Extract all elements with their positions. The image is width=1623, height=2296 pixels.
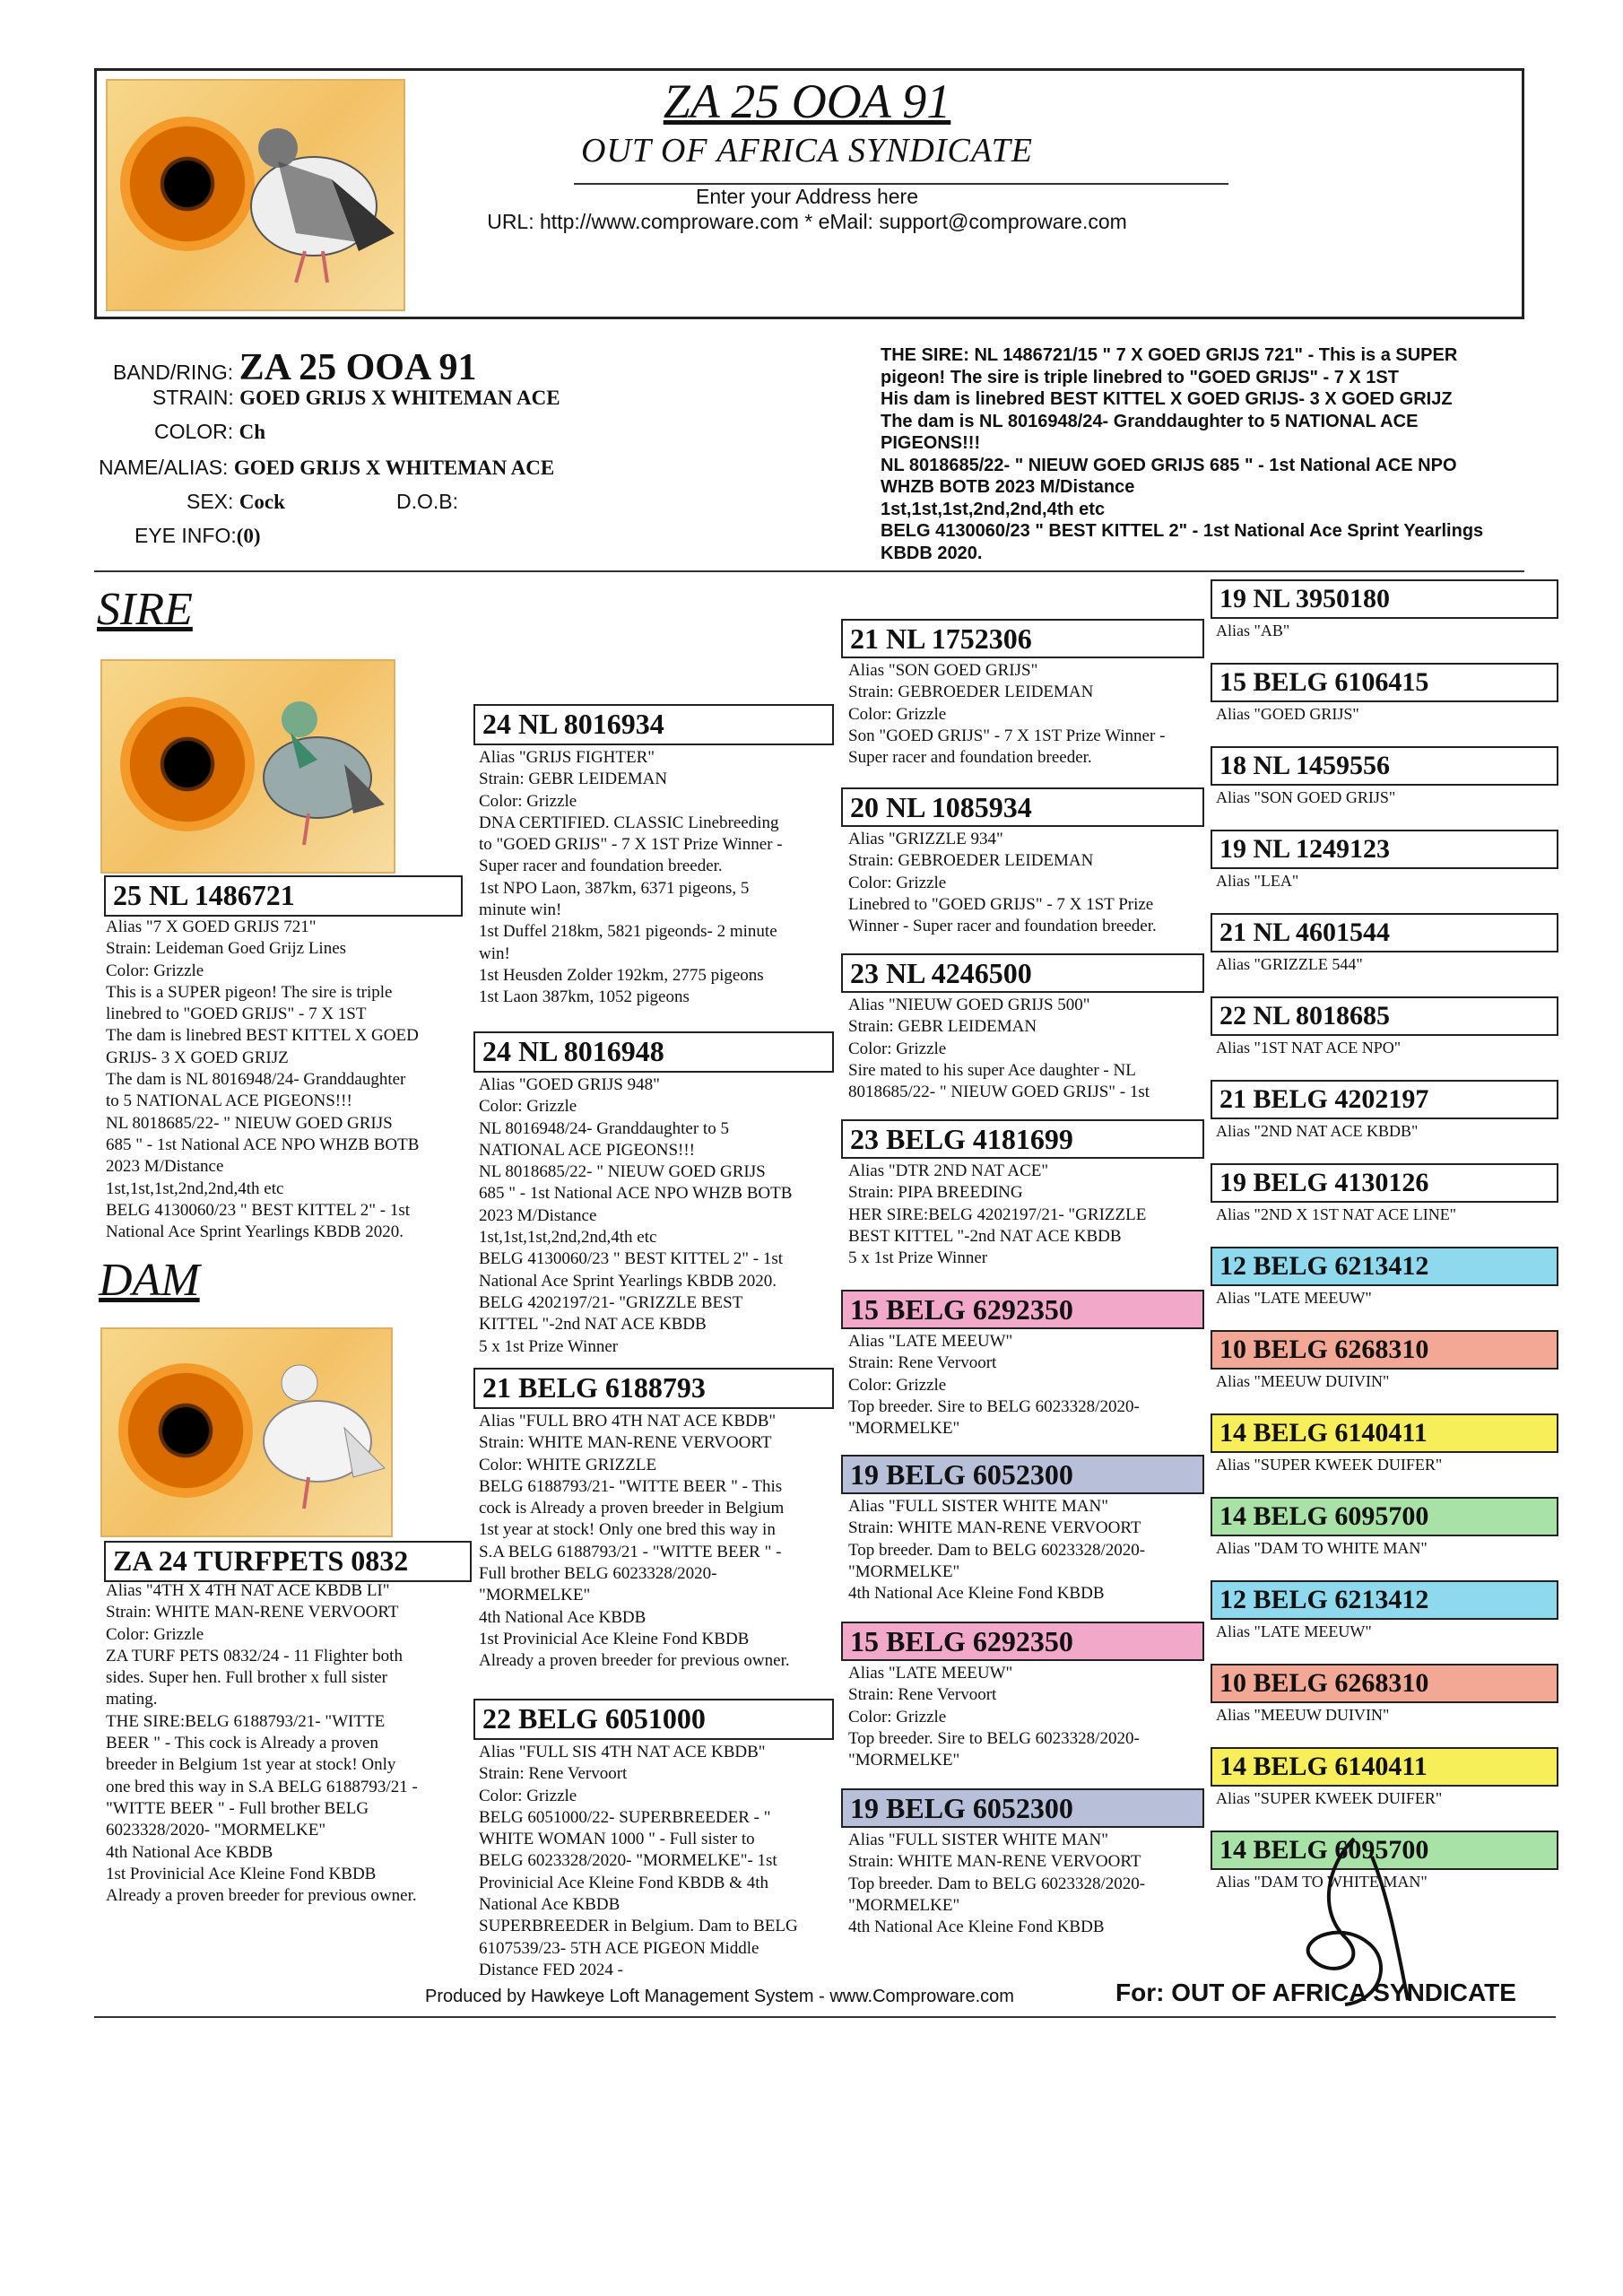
detail-line: Color: Grizzle [479, 1097, 577, 1117]
detail-line: 5 x 1st Prize Winner [479, 1336, 619, 1356]
detail-line: Strain: GEBROEDER LEIDEMAN [848, 851, 1094, 871]
detail-line: mating. [106, 1690, 158, 1709]
dam-details [106, 1580, 482, 1907]
detail-line: Full brother BELG 6023328/2020- [479, 1564, 717, 1584]
gen3-details [848, 1331, 1211, 1439]
dam-band: ZA 24 TURFPETS 0832 [104, 1541, 472, 1582]
gen4-band: 21 BELG 4202197 [1211, 1080, 1558, 1119]
detail-line: National Ace Sprint Yearlings KBDB 2020. [479, 1271, 777, 1291]
gen4-band: 18 NL 1459556 [1211, 746, 1558, 786]
gen4-band: 12 BELG 6213412 [1211, 1580, 1558, 1620]
detail-line: Son "GOED GRIJS" - 7 X 1ST Prize Winner - [848, 726, 1166, 745]
detail-line: Distance FED 2024 - [479, 1960, 623, 1979]
detail-line: Top breeder. Dam to BELG 6023328/2020- [848, 1540, 1146, 1560]
detail-line: Color: Grizzle [106, 961, 204, 980]
gen3-details [848, 829, 1211, 937]
detail-line: "MORMELKE" [848, 1419, 960, 1439]
gen2-band: 22 BELG 6051000 [473, 1699, 834, 1740]
detail-line: "MORMELKE" [848, 1561, 960, 1581]
detail-line: Alias "4TH X 4TH NAT ACE KBDB LI" [106, 1581, 390, 1600]
dam-pigeon-icon [237, 1343, 389, 1522]
band-value: ZA 25 OOA 91 [239, 347, 477, 388]
gen3-band: 21 NL 1752306 [841, 619, 1204, 658]
detail-line: to 5 NATIONAL ACE PIGEONS!!! [106, 1091, 352, 1111]
gen3-details [848, 1496, 1211, 1605]
detail-line: 1st NPO Laon, 387km, 6371 pigeons, 5 [479, 878, 750, 898]
detail-line: Alias "GRIJS FIGHTER" [479, 748, 655, 767]
gen3-band: 23 BELG 4181699 [841, 1119, 1204, 1159]
gen4-band: 19 NL 1249123 [1211, 830, 1558, 869]
color-row [154, 420, 265, 444]
detail-line: "MORMELKE" [479, 1586, 591, 1605]
gen3-details [848, 660, 1211, 769]
gen4-alias: Alias "GRIZZLE 544" [1216, 955, 1363, 973]
detail-line: minute win! [479, 900, 562, 920]
detail-line: 1st Provinicial Ace Kleine Fond KBDB [479, 1629, 750, 1648]
detail-line: cock is Already a proven breeder in Belgium [479, 1499, 785, 1518]
gen3-band: 15 BELG 6292350 [841, 1290, 1204, 1329]
detail-line: This is a SUPER pigeon! The sire is triple [106, 982, 393, 1002]
detail-line: The dam is linebred BEST KITTEL X GOED [106, 1026, 419, 1046]
gen4-alias: Alias "SON GOED GRIJS" [1216, 788, 1396, 806]
detail-line: ZA TURF PETS 0832/24 - 11 Flighter both [106, 1646, 403, 1665]
gen4-alias: Alias "SUPER KWEEK DUIFER" [1216, 1789, 1443, 1807]
band-label: BAND/RING: [113, 361, 234, 384]
name-label: NAME/ALIAS: [99, 456, 229, 479]
detail-line: DNA CERTIFIED. CLASSIC Linebreeding [479, 813, 779, 832]
detail-line: Strain: WHITE MAN-RENE VERVOORT [106, 1603, 399, 1622]
gen4-band: 22 NL 8018685 [1211, 996, 1558, 1036]
detail-line: 1st Laon 387km, 1052 pigeons [479, 987, 690, 1007]
gen4-alias: Alias "SUPER KWEEK DUIFER" [1216, 1456, 1443, 1474]
detail-line: Color: Grizzle [848, 1375, 947, 1395]
sire-details [106, 917, 464, 1243]
detail-line: Alias "FULL BRO 4TH NAT ACE KBDB" [479, 1412, 777, 1431]
gen4-alias: Alias "AB" [1216, 622, 1290, 639]
detail-line: 4th National Ace KBDB [106, 1842, 273, 1862]
detail-line: 8018685/22- " NIEUW GOED GRIJS" - 1st [848, 1083, 1150, 1102]
gen4-band: 21 NL 4601544 [1211, 913, 1558, 952]
detail-line: THE SIRE: NL 1486721/15 " 7 X GOED GRIJS 721" - This is a SUPER [881, 345, 1458, 365]
detail-line: 5 x 1st Prize Winner [848, 1248, 988, 1268]
detail-line: Strain: WHITE MAN-RENE VERVOORT [848, 1518, 1141, 1538]
header-address: Enter your Address here [695, 185, 919, 208]
detail-line: NL 8018685/22- " NIEUW GOED GRIJS [479, 1162, 766, 1182]
detail-line: 1st Heusden Zolder 192km, 2775 pigeons [479, 965, 764, 985]
pigeon-icon [224, 99, 404, 296]
header-name: OUT OF AFRICA SYNDICATE [580, 132, 1034, 170]
detail-line: Strain: WHITE MAN-RENE VERVOORT [479, 1433, 772, 1453]
sire-pigeon-icon [237, 679, 389, 858]
detail-line: His dam is linebred BEST KITTEL X GOED GRIJS- 3 X GOED GRIJZ [881, 389, 1453, 409]
detail-line: Strain: Rene Vervoort [848, 1685, 997, 1705]
info-divider [94, 570, 1524, 572]
dam-eye-icon [118, 1363, 253, 1498]
detail-line: Strain: PIPA BREEDING [848, 1183, 1023, 1203]
detail-line: 1st Duffel 218km, 5821 pigeonds- 2 minute [479, 922, 777, 942]
detail-line: Sire mated to his super Ace daughter - NL [848, 1060, 1136, 1080]
gen4-band: 19 BELG 4130126 [1211, 1163, 1558, 1203]
detail-line: 2023 M/Distance [106, 1157, 224, 1177]
detail-line: KBDB 2020. [881, 543, 983, 563]
dam-heading: DAM [99, 1255, 200, 1306]
footer-divider [94, 2016, 1556, 2018]
gen2-band: 24 NL 8016948 [473, 1031, 834, 1073]
detail-line: PIGEONS!!! [881, 433, 981, 453]
detail-line: Already a proven breeder for previous owner. [479, 1651, 790, 1671]
gen4-alias: Alias "2ND NAT ACE KBDB" [1216, 1122, 1419, 1140]
sex-row [187, 490, 285, 514]
gen3-band: 19 BELG 6052300 [841, 1788, 1204, 1828]
detail-line: Linebred to "GOED GRIJS" - 7 X 1ST Prize [848, 894, 1154, 914]
detail-line: BELG 6051000/22- SUPERBREEDER - " [479, 1807, 771, 1827]
detail-line: 1st,1st,1st,2nd,2nd,4th etc [881, 499, 1106, 519]
detail-line: KITTEL "-2nd NAT ACE KBDB [479, 1315, 707, 1335]
detail-line: Alias "GRIZZLE 934" [848, 830, 1003, 848]
gen3-band: 20 NL 1085934 [841, 787, 1204, 827]
detail-line: win! [479, 944, 510, 963]
detail-line: one bred this way in S.A BELG 6188793/21 - [106, 1777, 418, 1796]
detail-line: BELG 4130060/23 " BEST KITTEL 2" - 1st [106, 1200, 411, 1220]
gen4-alias: Alias "GOED GRIJS" [1216, 705, 1359, 723]
strain-value: GOED GRIJS X WHITEMAN ACE [239, 387, 560, 409]
gen3-band: 19 BELG 6052300 [841, 1455, 1204, 1494]
band-ring-row [113, 346, 476, 389]
header-band: ZA 25 OOA 91 [663, 74, 951, 128]
detail-line: pigeon! The sire is triple linebred to "GOED GRIJS" - 7 X 1ST [881, 367, 1399, 387]
detail-line: Alias "DTR 2ND NAT ACE" [848, 1161, 1049, 1180]
detail-line: Top breeder. Dam to BELG 6023328/2020- [848, 1874, 1146, 1893]
gen4-alias: Alias "LATE MEEUW" [1216, 1289, 1372, 1307]
detail-line: 1st,1st,1st,2nd,2nd,4th etc [479, 1228, 657, 1248]
color-label: COLOR: [154, 420, 234, 443]
detail-line: Alias "FULL SISTER WHITE MAN" [848, 1497, 1108, 1516]
detail-line: Super racer and foundation breeder. [479, 857, 723, 876]
gen4-alias: Alias "1ST NAT ACE NPO" [1216, 1039, 1402, 1057]
gen2-details [479, 1742, 842, 1981]
detail-line: S.A BELG 6188793/21 - "WITTE BEER " - [479, 1542, 782, 1561]
gen2-details [479, 1074, 842, 1358]
detail-line: Already a proven breeder for previous owner. [106, 1886, 417, 1906]
detail-line: 685 " - 1st National ACE NPO WHZB BOTB [479, 1184, 793, 1204]
gen2-band: 21 BELG 6188793 [473, 1368, 834, 1409]
detail-line: NL 8016948/24- Granddaughter to 5 [479, 1118, 729, 1138]
detail-line: 6107539/23- 5TH ACE PIGEON Middle [479, 1938, 759, 1958]
gen2-details [479, 747, 842, 1009]
detail-line: Winner - Super racer and foundation breeder. [848, 917, 1157, 936]
detail-line: "WITTE BEER " - Full brother BELG [106, 1798, 369, 1818]
detail-line: Alias "LATE MEEUW" [848, 1332, 1013, 1351]
detail-line: Color: Grizzle [479, 1786, 577, 1805]
gen3-band: 23 NL 4246500 [841, 953, 1204, 993]
detail-line: Strain: WHITE MAN-RENE VERVOORT [848, 1852, 1141, 1872]
detail-line: National Ace Sprint Yearlings KBDB 2020. [106, 1222, 404, 1242]
detail-line: Color: Grizzle [479, 791, 577, 811]
gen4-alias: Alias "MEEUW DUIVIN" [1216, 1372, 1390, 1390]
gen4-alias: Alias "LEA" [1216, 872, 1299, 890]
strain-label: STRAIN: [152, 386, 234, 409]
sire-pigeon-photo [100, 659, 395, 874]
gen4-band: 19 NL 3950180 [1211, 579, 1558, 619]
detail-line: Color: Grizzle [848, 873, 947, 892]
detail-line: Alias "NIEUW GOED GRIJS 500" [848, 996, 1090, 1014]
detail-line: BELG 6023328/2020- "MORMELKE"- 1st [479, 1851, 777, 1871]
detail-line: HER SIRE:BELG 4202197/21- "GRIZZLE [848, 1205, 1147, 1224]
gen3-details [848, 995, 1211, 1103]
detail-line: 1st,1st,1st,2nd,2nd,4th etc [106, 1178, 284, 1198]
detail-line: Alias "FULL SISTER WHITE MAN" [848, 1831, 1108, 1849]
detail-line: WHITE WOMAN 1000 " - Full sister to [479, 1830, 755, 1849]
sire-band: 25 NL 1486721 [104, 875, 463, 917]
gen3-band: 15 BELG 6292350 [841, 1622, 1204, 1661]
detail-line: Color: Grizzle [848, 1039, 947, 1058]
dam-pigeon-photo [100, 1327, 393, 1537]
detail-line: The dam is NL 8016948/24- Granddaughter to 5 NATIONAL ACE [881, 411, 1419, 431]
detail-line: WHZB BOTB 2023 M/Distance [881, 477, 1135, 497]
detail-line: 4th National Ace Kleine Fond KBDB [848, 1918, 1105, 1937]
detail-line: Super racer and foundation breeder. [848, 748, 1092, 768]
dob-label: D.O.B: [396, 490, 459, 513]
gen4-alias: Alias "LATE MEEUW" [1216, 1622, 1372, 1640]
detail-line: Provinicial Ace Kleine Fond KBDB & 4th [479, 1873, 768, 1892]
detail-line: Strain: Leideman Goed Grijz Lines [106, 939, 347, 959]
signature-icon [1291, 1830, 1417, 2009]
sex-label: SEX: [187, 490, 234, 513]
detail-line: GRIJS- 3 X GOED GRIJZ [106, 1048, 289, 1067]
gen2-band: 24 NL 8016934 [473, 704, 834, 745]
detail-line: Color: Grizzle [848, 704, 947, 724]
gen4-band: 14 BELG 6140411 [1211, 1747, 1558, 1787]
detail-line: Alias "FULL SIS 4TH NAT ACE KBDB" [479, 1743, 766, 1761]
detail-line: BEST KITTEL "-2nd NAT ACE KBDB [848, 1226, 1122, 1246]
header-url: URL: http://www.comproware.com * eMail: support@comproware.com [487, 210, 1127, 233]
detail-line: BELG 4130060/23 " BEST KITTEL 2" - 1st [479, 1249, 784, 1269]
gen4-alias: Alias "MEEUW DUIVIN" [1216, 1706, 1390, 1724]
gen2-details [479, 1411, 842, 1673]
detail-line: linebred to "GOED GRIJS" - 7 X 1ST [106, 1004, 367, 1024]
detail-line: breeder in Belgium 1st year at stock! Only [106, 1755, 396, 1775]
gen4-band: 10 BELG 6268310 [1211, 1664, 1558, 1703]
detail-line: Alias "SON GOED GRIJS" [848, 661, 1038, 680]
gen4-band: 15 BELG 6106415 [1211, 663, 1558, 702]
detail-line: Alias "LATE MEEUW" [848, 1664, 1013, 1683]
eye-value: (0) [236, 525, 261, 547]
detail-line: 1st year at stock! Only one bred this way in [479, 1520, 776, 1540]
detail-line: The dam is NL 8016948/24- Granddaughter [106, 1070, 406, 1090]
gen4-band: 14 BELG 6095700 [1211, 1831, 1558, 1870]
gen4-band: 12 BELG 6213412 [1211, 1247, 1558, 1286]
detail-line: "MORMELKE" [848, 1751, 960, 1770]
detail-line: 6023328/2020- "MORMELKE" [106, 1821, 326, 1840]
detail-line: 1st Provinicial Ace Kleine Fond KBDB [106, 1864, 377, 1883]
detail-line: Strain: GEBR LEIDEMAN [479, 770, 668, 789]
eye-label: EYE INFO: [135, 524, 237, 547]
detail-line: BELG 6188793/21- "WITTE BEER " - This [479, 1476, 783, 1496]
gen4-alias: Alias "2ND X 1ST NAT ACE LINE" [1216, 1205, 1457, 1223]
detail-line: Alias "GOED GRIJS 948" [479, 1075, 660, 1094]
detail-line: Strain: GEBROEDER LEIDEMAN [848, 683, 1094, 702]
name-alias-row [99, 456, 554, 480]
detail-line: 685 " - 1st National ACE NPO WHZB BOTB [106, 1135, 420, 1154]
detail-line: "MORMELKE" [848, 1895, 960, 1915]
sire-eye-icon [120, 697, 255, 831]
footer-produced-by: Produced by Hawkeye Loft Management System - www.Comproware.com [425, 1987, 1014, 2006]
sex-value: Cock [239, 491, 285, 513]
detail-line: Strain: Rene Vervoort [848, 1353, 997, 1373]
detail-line: THE SIRE:BELG 6188793/21- "WITTE [106, 1711, 386, 1731]
detail-line: BELG 4130060/23 " BEST KITTEL 2" - 1st National Ace Sprint Yearlings [881, 521, 1484, 541]
gen3-details [848, 1830, 1211, 1938]
detail-line: BELG 4202197/21- "GRIZZLE BEST [479, 1292, 743, 1312]
detail-line: National Ace KBDB [479, 1895, 621, 1915]
header-pigeon-photo [106, 79, 405, 311]
gen3-details [848, 1161, 1211, 1269]
detail-line: 4th National Ace Kleine Fond KBDB [848, 1584, 1105, 1604]
detail-line: Color: Grizzle [106, 1624, 204, 1644]
detail-line: BEER " - This cock is Already a proven [106, 1734, 378, 1753]
detail-line: NATIONAL ACE PIGEONS!!! [479, 1140, 695, 1160]
gen4-band: 14 BELG 6140411 [1211, 1413, 1558, 1453]
detail-line: Color: WHITE GRIZZLE [479, 1455, 657, 1474]
color-value: Ch [239, 421, 265, 443]
detail-line: sides. Super hen. Full brother x full sister [106, 1668, 387, 1688]
sire-summary-note [881, 344, 1526, 564]
detail-line: SUPERBREEDER in Belgium. Dam to BELG [479, 1917, 798, 1936]
detail-line: NL 8018685/22- " NIEUW GOED GRIJS [106, 1113, 393, 1133]
eye-info-row [135, 524, 261, 548]
detail-line: to "GOED GRIJS" - 7 X 1ST Prize Winner - [479, 835, 783, 855]
detail-line: Strain: GEBR LEIDEMAN [848, 1017, 1037, 1037]
gen4-alias: Alias "DAM TO WHITE MAN" [1216, 1873, 1428, 1891]
detail-line: Alias "7 X GOED GRIJS 721" [106, 918, 317, 936]
footer-for: For: OUT OF AFRICA SYNDICATE [1115, 1979, 1516, 2006]
gen4-alias: Alias "DAM TO WHITE MAN" [1216, 1539, 1428, 1557]
name-value: GOED GRIJS X WHITEMAN ACE [233, 457, 555, 479]
gen4-band: 14 BELG 6095700 [1211, 1497, 1558, 1536]
strain-row [152, 386, 560, 410]
sire-heading: SIRE [97, 584, 193, 635]
gen3-details [848, 1663, 1211, 1771]
detail-line: 2023 M/Distance [479, 1205, 597, 1225]
detail-line: Color: Grizzle [848, 1707, 947, 1726]
detail-line: Top breeder. Sire to BELG 6023328/2020- [848, 1396, 1140, 1416]
gen4-band: 10 BELG 6268310 [1211, 1330, 1558, 1370]
detail-line: Top breeder. Sire to BELG 6023328/2020- [848, 1728, 1140, 1748]
detail-line: NL 8018685/22- " NIEUW GOED GRIJS 685 " - 1st National ACE NPO [881, 455, 1457, 475]
detail-line: 4th National Ace KBDB [479, 1607, 647, 1627]
detail-line: Strain: Rene Vervoort [479, 1764, 628, 1784]
